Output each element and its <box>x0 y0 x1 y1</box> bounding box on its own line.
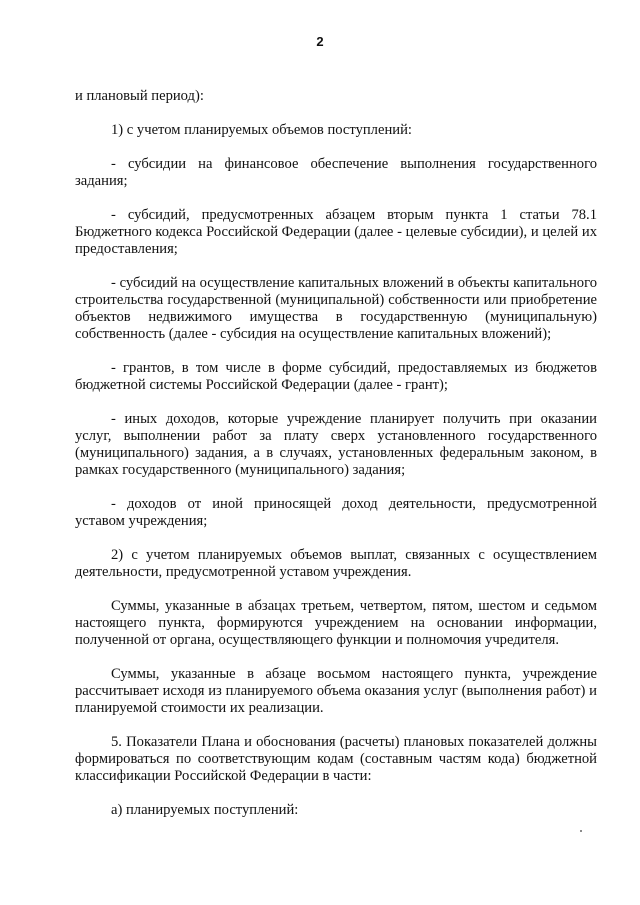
paragraph-subsidy-state-task: - субсидии на финансовое обеспечение выполнения государственного задания; <box>75 156 597 189</box>
paragraph-other-income: - иных доходов, которые учреждение планирует получить при оказании услуг, выполнении работ за плату сверх установленного государственного (муниципального) задания, а в случаях, установленных федеральным законом, в рамках государственного (муниципального) задания; <box>75 411 597 478</box>
paragraph-grants: - грантов, в том числе в форме субсидий, предоставляемых из бюджетов бюджетной системы Российской Федерации (далее - грант); <box>75 360 597 393</box>
paragraph-capital-investment-subsidies: - субсидий на осуществление капитальных вложений в объекты капитального строительства государственной (муниципальной) собственности или приобретение объектов недвижимого имущества в государственную (муниципальную) собственность (далее - субсидия на осуществление капитальных вложений); <box>75 275 597 342</box>
paragraph-sums-calculated: Суммы, указанные в абзаце восьмом настоящего пункта, учреждение рассчитывает исходя из планируемого объема оказания услуг (выполнения работ) и планируемой стоимости их реализации. <box>75 666 597 716</box>
paragraph-sums-from-founder: Суммы, указанные в абзацах третьем, четвертом, пятом, шестом и седьмом настоящего пункта, формируются учреждением на основании информации, полученной от органа, осуществляющего функции и полномочия учредителя. <box>75 598 597 648</box>
document-body <box>75 88 597 836</box>
paragraph-section-5: 5. Показатели Плана и обоснования (расчеты) плановых показателей должны формироваться по соответствующим кодам (составным частям кода) бюджетной классификации Российской Федерации в части: <box>75 734 597 784</box>
paragraph-continuation: и плановый период): <box>75 88 204 104</box>
paragraph-income-generating-activity: - доходов от иной приносящей доход деятельности, предусмотренной уставом учреждения; <box>75 496 597 529</box>
page-number: 2 <box>316 34 324 49</box>
scan-speck <box>580 830 582 832</box>
paragraph-item-2: 2) с учетом планируемых объемов выплат, связанных с осуществлением деятельности, предусмотренной уставом учреждения. <box>75 547 597 580</box>
paragraph-planned-receipts: а) планируемых поступлений: <box>111 802 299 818</box>
paragraph-target-subsidies: - субсидий, предусмотренных абзацем вторым пункта 1 статьи 78.1 Бюджетного кодекса Российской Федерации (далее - целевые субсидии), и целей их предоставления; <box>75 207 597 257</box>
paragraph-item-1: 1) с учетом планируемых объемов поступлений: <box>111 122 412 138</box>
